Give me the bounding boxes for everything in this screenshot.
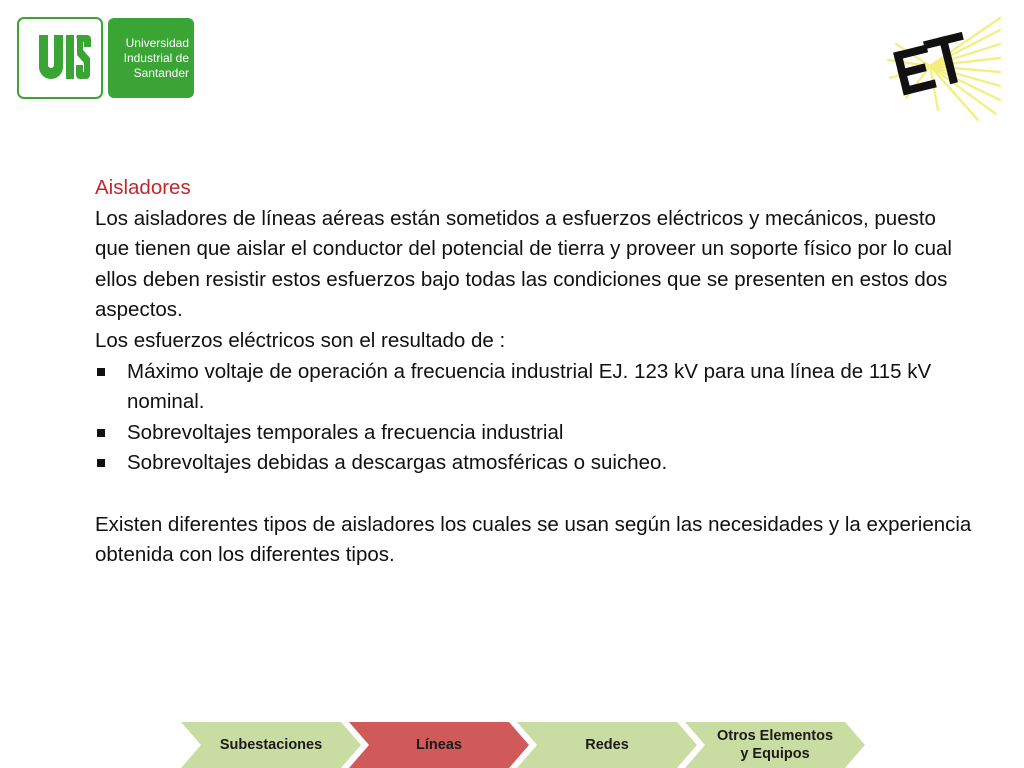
nav-redes[interactable] [517, 722, 697, 768]
uis-logo [17, 17, 195, 99]
list-item-text: Sobrevoltajes temporales a frecuencia industrial [127, 420, 564, 444]
et-logo [878, 14, 1002, 122]
nav-label: Redes [585, 737, 629, 753]
nav-lineas[interactable] [349, 722, 529, 768]
nav-label: Otros Elementos y Equipos [716, 728, 834, 762]
section-nav [181, 722, 865, 768]
slide-content [95, 173, 975, 571]
intro-paragraph: Los aisladores de líneas aéreas están sometidos a esfuerzos eléctricos y mecánicos, puesto que tienen que aislar el conductor del potencial de tierra y proveer un soporte físico por lo cual ellos deben resistir estos esfuerzos bajo todas las condiciones que se presenten en estos dos aspectos. [95, 206, 952, 322]
square-bullet-icon [97, 429, 105, 437]
nav-subestaciones[interactable] [181, 722, 361, 768]
stress-intro-paragraph: Los esfuerzos eléctricos son el resultado de : [95, 328, 506, 352]
list-item [95, 418, 975, 449]
list-item [95, 357, 975, 418]
types-paragraph: Existen diferentes tipos de aisladores los cuales se usan según las necesidades y la experiencia obtenida con los diferentes tipos. [95, 512, 972, 567]
uis-logo-line1: Universidad [125, 36, 189, 50]
square-bullet-icon [97, 368, 105, 376]
nav-otros-elementos[interactable] [685, 722, 865, 768]
square-bullet-icon [97, 459, 105, 467]
section-heading: Aisladores [95, 176, 191, 199]
list-item-text: Sobrevoltajes debidas a descargas atmosféricas o suicheo. [127, 451, 668, 475]
uis-logo-line2: Industrial de [123, 51, 189, 65]
uis-logo-line3: Santander [133, 66, 189, 80]
nav-label: Subestaciones [219, 737, 323, 753]
nav-label: Líneas [416, 737, 462, 753]
stress-list [95, 357, 975, 479]
list-item-text: Máximo voltaje de operación a frecuencia industrial EJ. 123 kV para una línea de 115 kV nominal. [127, 359, 932, 414]
list-item [95, 448, 975, 479]
